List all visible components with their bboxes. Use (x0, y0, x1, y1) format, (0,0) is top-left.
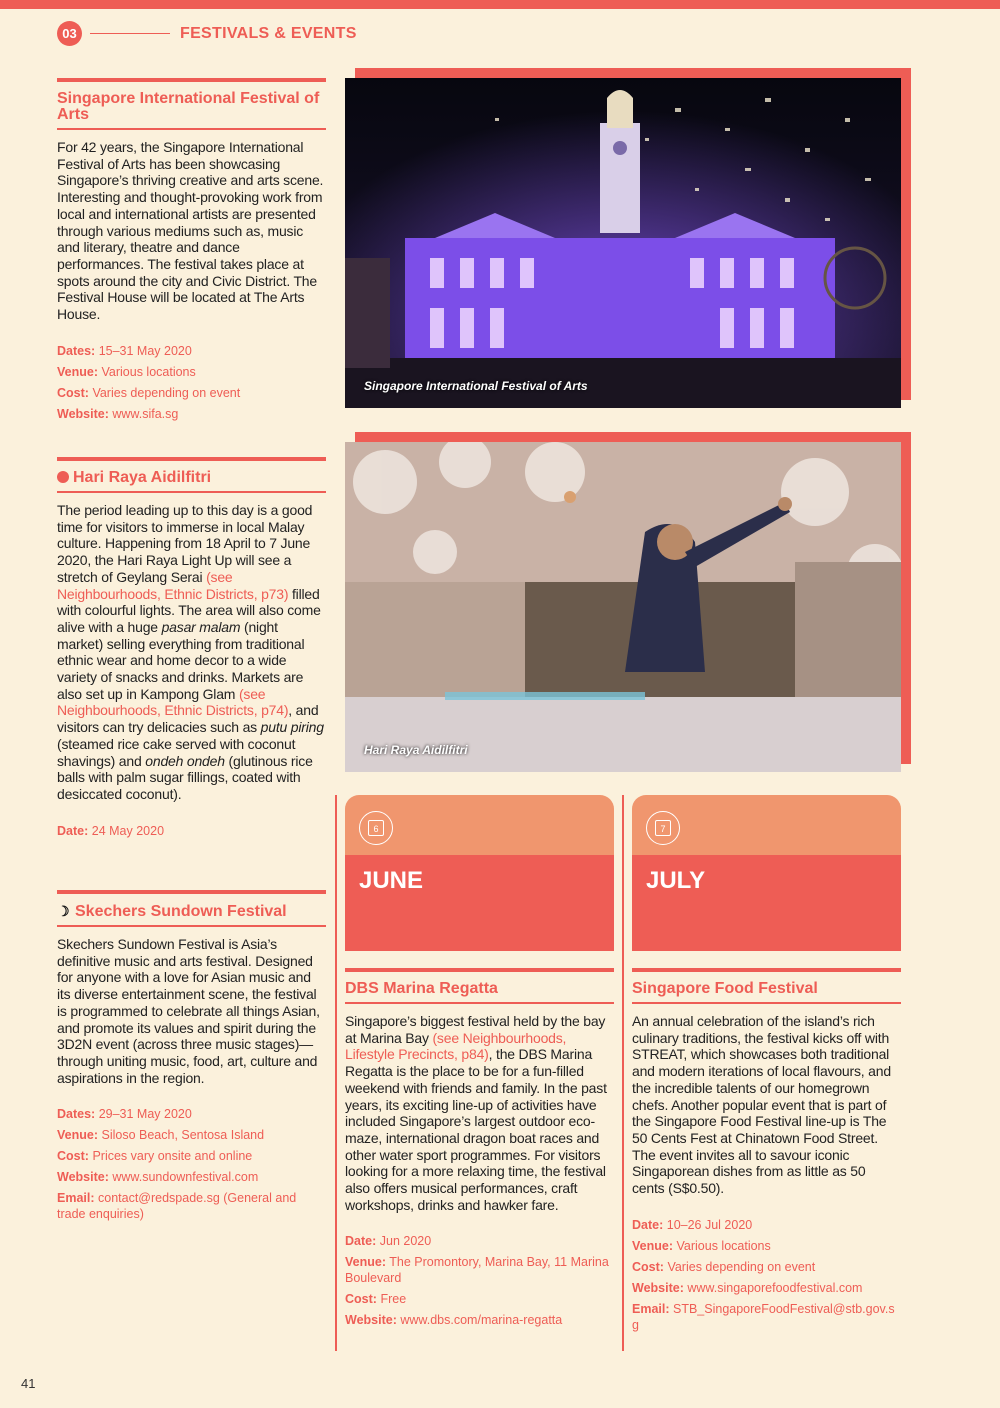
sundown-body: Skechers Sundown Festival is Asia’s definitive music and arts festival. Designed for anyone with a love for Asian music and its diverse entertainment scene, the festival is programmed to celebrate all things Asian, and promote its values and spirit during the 3D2N event (across three music stages)—through uniting music, food, art, culture and aspirations in the region. (57, 936, 320, 1086)
sundown-venue: Siloso Beach, Sentosa Island (101, 1128, 265, 1143)
chapter-title: FESTIVALS & EVENTS (180, 24, 357, 42)
hari-raya-section (57, 457, 326, 844)
column-divider (335, 795, 337, 1351)
food-festival-body: An annual celebration of the island’s rich culinary traditions, the festival kicks off with STREAT, which showcases both traditional and modern iterations of local flavours, and the incredible talents of our homegrown chefs. Another popular event that is part of the Singapore Food Festival line-up is The 50 Cents Fest at Chinatown Food Street. The event invites all to savour iconic Singaporean dishes from as little as 50 cents (S$0.50). (632, 1013, 891, 1197)
hari-raya-photo (345, 442, 901, 772)
sifa-website-link[interactable]: www.sifa.sg (112, 406, 179, 421)
sifa-photo-caption: Singapore International Festival of Arts (364, 379, 588, 393)
top-accent-bar (0, 0, 1000, 9)
food-festival-cost: Varies depending on event (667, 1259, 816, 1274)
sundown-email-link[interactable]: contact@redspade.sg (General and trade enquiries) (57, 1191, 297, 1222)
moon-icon: ☽ (57, 903, 70, 919)
chapter-number-badge: 03 (57, 21, 82, 46)
food-festival-email-link[interactable]: STB_SingaporeFoodFestival@stb.gov.sg (632, 1301, 895, 1332)
sifa-title: Singapore International Festival of Arts (57, 91, 326, 130)
column-divider (622, 795, 624, 1351)
regatta-website-link[interactable]: www.dbs.com/marina-regatta (400, 1313, 563, 1328)
calendar-icon: 7 (646, 811, 680, 845)
chapter-header (57, 21, 357, 46)
hari-raya-photo-caption: Hari Raya Aidilfitri (364, 743, 468, 757)
sundown-dates: 29–31 May 2020 (98, 1107, 192, 1122)
sundown-title: ☽ Skechers Sundown Festival (57, 903, 326, 927)
page-number: 41 (21, 1376, 36, 1391)
hari-raya-title: Hari Raya Aidilfitri (57, 470, 326, 493)
food-festival-details: Date: 10–26 Jul 2020 Venue: Various locations Cost: Varies depending on event Website: www.singaporefoodfestival.com Email: STB_SingaporeFoodFestival@stb.gov.sg (632, 1217, 895, 1332)
sifa-body: For 42 years, the Singapore International Festival of Arts has been showcasing Singapore’s thriving creative and arts scene. Interesting and thought-provoking work from local and international artists are presented through various mediums such as, music and literary, theatre and dance performances. The festival takes place at spots around the city and Civic District. The Festival House will be located at The Arts House. (57, 139, 324, 323)
hari-raya-body: The period leading up to this day is a good time for visitors to immerse in local Malay culture. Happening from 18 April to 7 June 2020, the Hari Raya Light Up will see a stretch of Geylang Serai (see Neighbourhoods, Ethnic Districts, p73) filled with colourful lights. The area will also come alive with a huge pasar malam (night market) selling everything from traditional ethnic wear and home decor to a wide variety of snacks and drinks. Markets are also set up in Kampong Glam (see Neighbourhoods, Ethnic Districts, p74), and visitors can try delicacies such as putu piring (steamed rice cake served with coconut shavings) and ondeh ondeh (glutinous rice balls with palm sugar fillings, coated with desiccated coconut). (57, 502, 324, 802)
hari-raya-market-image (345, 442, 901, 772)
food-festival-venue: Various locations (676, 1238, 771, 1253)
sifa-dates: 15–31 May 2020 (98, 343, 192, 358)
regatta-body: Singapore’s biggest festival held by the bay at Marina Bay (see Neighbourhoods, Lifestyle Precincts, p84), the DBS Marina Regatta is the place to be for a fun-filled weekend with friends and family. In the past years, its exciting line-up of activities have included Singapore’s largest outdoor eco-maze, international dragon boat races and other water sport programmes. For visitors looking for a more relaxing time, the festival also offers musical performances, craft workshops, drinks and hawker fare. (345, 1013, 607, 1213)
kampong-glam-link[interactable]: (see Neighbourhoods, Ethnic Districts, p74) (57, 685, 289, 719)
july-heading: JULY (646, 867, 706, 894)
food-festival-title: Singapore Food Festival (632, 981, 901, 1004)
june-heading: JUNE (359, 867, 424, 894)
hari-raya-details: Date: 24 May 2020 (57, 823, 165, 838)
sifa-details: Dates: 15–31 May 2020 Venue: Various locations Cost: Varies depending on event Website: www.sifa.sg (57, 343, 241, 421)
sifa-photo (345, 78, 901, 408)
chapter-divider-line (90, 33, 170, 34)
sundown-website-link[interactable]: www.sundownfestival.com (112, 1170, 259, 1185)
sundown-section (57, 890, 326, 1227)
sifa-building-image (345, 78, 901, 408)
food-festival-website-link[interactable]: www.singaporefoodfestival.com (687, 1280, 863, 1295)
geylang-serai-link[interactable]: (see Neighbourhoods, Ethnic Districts, p73) (57, 568, 289, 602)
regatta-title: DBS Marina Regatta (345, 981, 614, 1004)
regatta-date: Jun 2020 (379, 1234, 432, 1249)
regatta-cost: Free (380, 1292, 407, 1307)
food-festival-date: 10–26 Jul 2020 (666, 1217, 753, 1232)
dot-icon (57, 471, 69, 483)
regatta-venue: The Promontory, Marina Bay, 11 Marina Boulevard (345, 1255, 609, 1286)
july-month-card (632, 795, 901, 951)
marina-bay-link[interactable]: (see Neighbourhoods, Lifestyle Precincts, p84) (345, 1029, 567, 1063)
sundown-cost: Prices vary onsite and online (92, 1149, 253, 1164)
sundown-details: Dates: 29–31 May 2020 Venue: Siloso Beach, Sentosa Island Cost: Prices vary onsite and online Website: www.sundownfestival.com Email: contact@redspade.sg (General and trade enquiries) (57, 1107, 297, 1222)
sifa-cost: Varies depending on event (92, 385, 241, 400)
food-festival-section (632, 968, 901, 1338)
sifa-section (57, 78, 326, 427)
regatta-details: Date: Jun 2020 Venue: The Promontory, Marina Bay, 11 Marina Boulevard Cost: Free Website: www.dbs.com/marina-regatta (345, 1234, 609, 1328)
regatta-section (345, 968, 614, 1333)
june-month-card (345, 795, 614, 951)
sifa-venue: Various locations (101, 364, 196, 379)
calendar-icon: 6 (359, 811, 393, 845)
hari-raya-date: 24 May 2020 (91, 823, 165, 838)
